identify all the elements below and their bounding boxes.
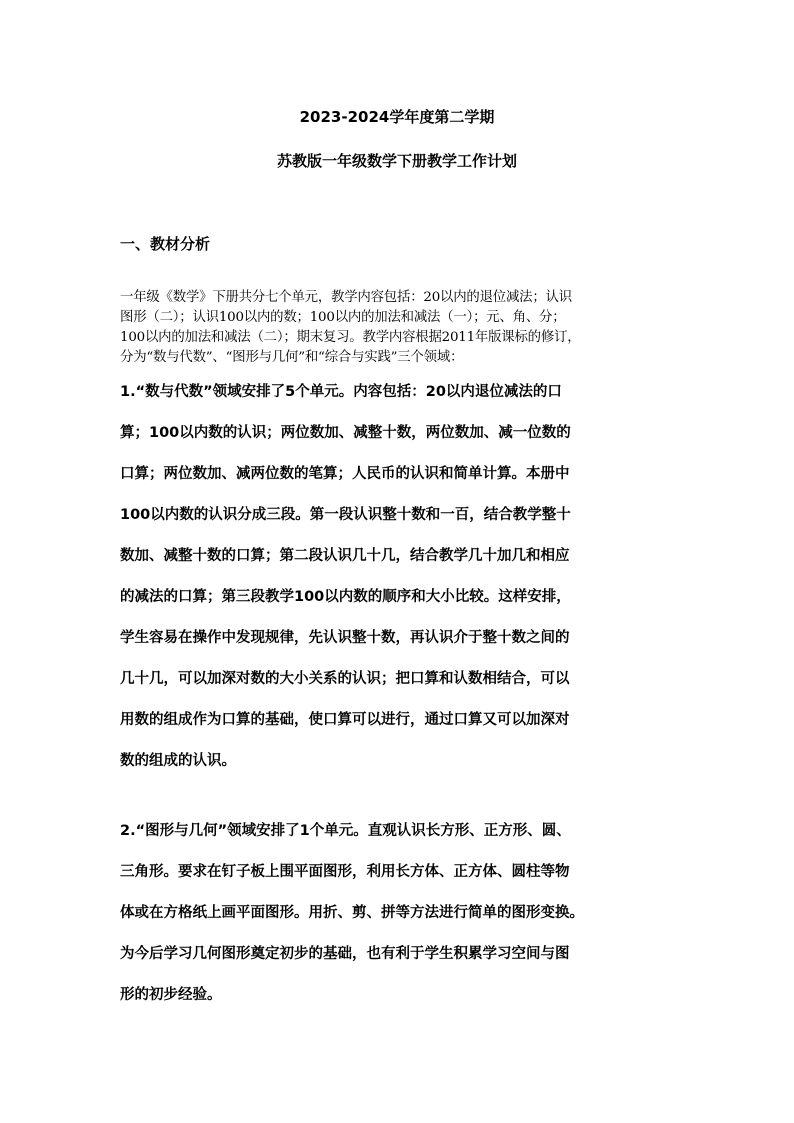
paragraph-line: 体或在方格纸上画平面图形。用折、剪、拼等方法进行简单的图形变换。 — [120, 905, 584, 921]
paragraph-line: 用数的组成作为口算的基础，使口算可以进行，通过口算又可以加深对 — [120, 712, 570, 728]
document-title-term: 2023-2024学年度第二学期 — [299, 108, 495, 126]
paragraph-line: 三角形。要求在钉子板上围平面图形，利用长方体、正方体、圆柱等物 — [120, 864, 570, 880]
paragraph-line: 100以内数的认识分成三段。第一段认识整十数和一百，结合教学整十 — [120, 507, 571, 523]
paragraph-line: 为今后学习几何图形奠定初步的基础，也有利于学生积累学习空间与图 — [120, 946, 570, 962]
paragraph-line: 数的组成的认识。 — [120, 753, 236, 769]
paragraph-line: 口算；两位数加、减两位数的笔算；人民币的认识和简单计算。本册中 — [120, 466, 570, 482]
paragraph-line: 数加、减整十数的口算；第二段认识几十几，结合教学几十加几和相应 — [120, 548, 570, 564]
paragraph-line: 2.“图形与几何”领域安排了1个单元。直观认识长方形、正方形、圆、 — [120, 823, 571, 839]
intro-line: 100以内的加法和减法（二）；期末复习。教学内容根据2011年版课标的修订， — [120, 330, 581, 345]
paragraph-line: 学生容易在操作中发现规律，先认识整十数，再认识介于整十数之间的 — [120, 630, 570, 646]
paragraph-line: 的减法的口算；第三段教学100以内数的顺序和大小比较。这样安排， — [120, 589, 571, 605]
paragraph-line: 算；100以内数的认识；两位数加、减整十数，两位数加、减一位数的 — [120, 425, 571, 441]
intro-line: 图形（二）；认识100以内的数；100以内的加法和减法（一）；元、角、分； — [120, 310, 566, 325]
paragraph-shape-and-geometry — [120, 811, 690, 1016]
section-heading-textbook-analysis: 一、教材分析 — [120, 235, 211, 253]
intro-line: 分为“数与代数”、“图形与几何”和“综合与实践”三个领域： — [120, 350, 464, 365]
intro-line: 一年级《数学》下册共分七个单元，教学内容包括：20以内的退位减法；认识 — [120, 290, 572, 305]
document-title-plan: 苏教版一年级数学下册教学工作计划 — [276, 152, 517, 170]
paragraph-line: 1.“数与代数”领域安排了5个单元。内容包括：20以内退位减法的口 — [120, 384, 562, 400]
paragraph-number-and-algebra — [120, 372, 690, 782]
paragraph-line: 几十几，可以加深对数的大小关系的认识；把口算和认数相结合，可以 — [120, 671, 570, 687]
intro-paragraph — [120, 288, 680, 368]
paragraph-line: 形的初步经验。 — [120, 987, 222, 1003]
